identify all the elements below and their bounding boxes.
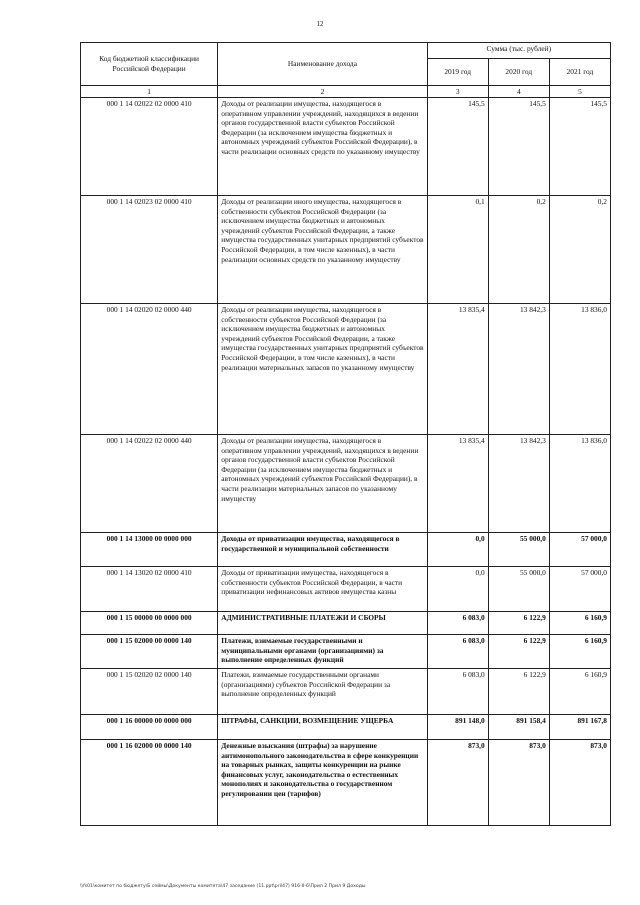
row-name: ШТРАФЫ, САНКЦИИ, ВОЗМЕЩЕНИЕ УЩЕРБА [218, 715, 427, 740]
row-name: Платежи, взимаемые государственными органами (организациями) субъектов Российской Федерации за выполнение определенных функций [218, 669, 427, 715]
row-name: Доходы от приватизации имущества, находящегося в собственности субъектов Российской Федерации, в части приватизации нефинансовых активов имущества казны [218, 567, 427, 612]
column-number: 5 [549, 86, 610, 98]
table-row [81, 567, 611, 612]
row-value-2021: 6 160,9 [549, 612, 610, 635]
table-row [81, 715, 611, 740]
row-name: Доходы от реализации иного имущества, находящегося в собственности субъектов Российской Федерации (за исключением имущества бюджетных и автономных учреждений субъектов Российской Федерации, а также имущества государственных унитарных предприятий субъектов Российской Федерации, в том числе казенных), в части реализации основных средств по указанному имуществу [218, 196, 427, 304]
row-value-2021: 57 000,0 [549, 533, 610, 567]
table-body [81, 98, 611, 826]
table-row [81, 98, 611, 196]
row-value-2020: 55 000,0 [488, 533, 549, 567]
table-row [81, 612, 611, 635]
row-code: 000 1 14 02020 02 0000 440 [81, 304, 218, 435]
header-sum: Сумма (тыс. рублей) [427, 43, 610, 59]
column-number: 2 [218, 86, 427, 98]
table-row [81, 533, 611, 567]
row-value-2020: 0,2 [488, 196, 549, 304]
row-value-2021: 873,0 [549, 740, 610, 826]
row-name: Денежные взыскания (штрафы) за нарушение антимонопольного законодательства в сфере конкуренции на товарных рынках, защиты конкуренции на рынке финансовых услуг, законодательства о естественных монополиях и законодательства о государственном регулировании цен (тарифов) [218, 740, 427, 826]
header-code: Код бюджетной классификации Российской Федерации [81, 43, 218, 86]
table-row [81, 196, 611, 304]
table-row [81, 435, 611, 533]
page-number: 12 [316, 20, 324, 28]
row-name: Доходы от приватизации имущества, находящегося в государственной и муниципальной собственности [218, 533, 427, 567]
row-name: АДМИНИСТРАТИВНЫЕ ПЛАТЕЖИ И СБОРЫ [218, 612, 427, 635]
row-value-2020: 13 842,3 [488, 435, 549, 533]
row-value-2021: 145,5 [549, 98, 610, 196]
row-code: 000 1 15 00000 00 0000 000 [81, 612, 218, 635]
row-code: 000 1 15 02020 02 0000 140 [81, 669, 218, 715]
row-value-2021: 6 160,9 [549, 635, 610, 669]
column-number: 1 [81, 86, 218, 98]
row-code: 000 1 14 13020 02 0000 410 [81, 567, 218, 612]
row-code: 000 1 16 02000 00 0000 140 [81, 740, 218, 826]
table-header [81, 43, 611, 98]
row-value-2019: 0,1 [427, 196, 488, 304]
table-row [81, 635, 611, 669]
row-value-2020: 55 000,0 [488, 567, 549, 612]
column-number: 3 [427, 86, 488, 98]
header-year-2019: 2019 год [427, 59, 488, 86]
row-name: Доходы от реализации имущества, находящегося в собственности субъектов Российской Федерации (за исключением имущества бюджетных и автономных учреждений субъектов Российской Федерации, а также имущества государственных унитарных предприятий субъектов Российской Федерации, в том числе казенных), в части реализации материальных запасов по указанному имуществу [218, 304, 427, 435]
table-row [81, 740, 611, 826]
row-code: 000 1 14 02023 02 0000 410 [81, 196, 218, 304]
row-value-2020: 873,0 [488, 740, 549, 826]
row-value-2021: 891 167,8 [549, 715, 610, 740]
row-value-2019: 13 835,4 [427, 435, 488, 533]
row-value-2021: 57 000,0 [549, 567, 610, 612]
row-value-2019: 13 835,4 [427, 304, 488, 435]
table-row [81, 304, 611, 435]
row-name: Доходы от реализации имущества, находящегося в оперативном управлении учреждений, находящихся в ведении органов государственной власти субъектов Российской Федерации (за исключением имущества бюджетных и автономных учреждений субъектов Российской Федерации), в части реализации основных средств по указанному имуществу [218, 98, 427, 196]
row-value-2020: 6 122,9 [488, 669, 549, 715]
row-value-2019: 0,0 [427, 533, 488, 567]
header-name: Наименование дохода [218, 43, 427, 86]
header-year-2020: 2020 год [488, 59, 549, 86]
row-name: Доходы от реализации имущества, находящегося в оперативном управлении учреждений, находящихся в ведении органов государственной власти субъектов Российской Федерации (за исключением имущества бюджетных и автономных учреждений субъектов Российской Федерации), в части реализации материальных запасов по указанному имуществу [218, 435, 427, 533]
row-value-2019: 873,0 [427, 740, 488, 826]
footer-file-path: \\fs01\комитет по бюджету\Б сеймы\Документы комитета\47 заседание (11.ppt\pril47) 916-II-6\Прил 2 Прил 9 Доходы [80, 884, 366, 889]
row-value-2020: 891 158,4 [488, 715, 549, 740]
column-number: 4 [488, 86, 549, 98]
row-name: Платежи, взимаемые государственными и муниципальными органами (организациями) за выполнение определенных функций [218, 635, 427, 669]
row-code: 000 1 16 00000 00 0000 000 [81, 715, 218, 740]
revenue-table [80, 42, 611, 826]
column-number-row [81, 86, 611, 98]
row-value-2021: 13 836,0 [549, 304, 610, 435]
row-value-2019: 6 083,0 [427, 669, 488, 715]
row-value-2019: 145,5 [427, 98, 488, 196]
row-value-2020: 6 122,9 [488, 635, 549, 669]
row-value-2020: 13 842,3 [488, 304, 549, 435]
row-value-2020: 6 122,9 [488, 612, 549, 635]
row-code: 000 1 15 02000 00 0000 140 [81, 635, 218, 669]
header-year-2021: 2021 год [549, 59, 610, 86]
table-row [81, 669, 611, 715]
row-value-2019: 891 148,0 [427, 715, 488, 740]
row-value-2019: 6 083,0 [427, 635, 488, 669]
row-value-2021: 6 160,9 [549, 669, 610, 715]
row-value-2019: 0,0 [427, 567, 488, 612]
row-value-2021: 0,2 [549, 196, 610, 304]
row-value-2021: 13 836,0 [549, 435, 610, 533]
row-value-2019: 6 083,0 [427, 612, 488, 635]
row-value-2020: 145,5 [488, 98, 549, 196]
row-code: 000 1 14 02022 02 0000 440 [81, 435, 218, 533]
row-code: 000 1 14 13000 00 0000 000 [81, 533, 218, 567]
row-code: 000 1 14 02022 02 0000 410 [81, 98, 218, 196]
